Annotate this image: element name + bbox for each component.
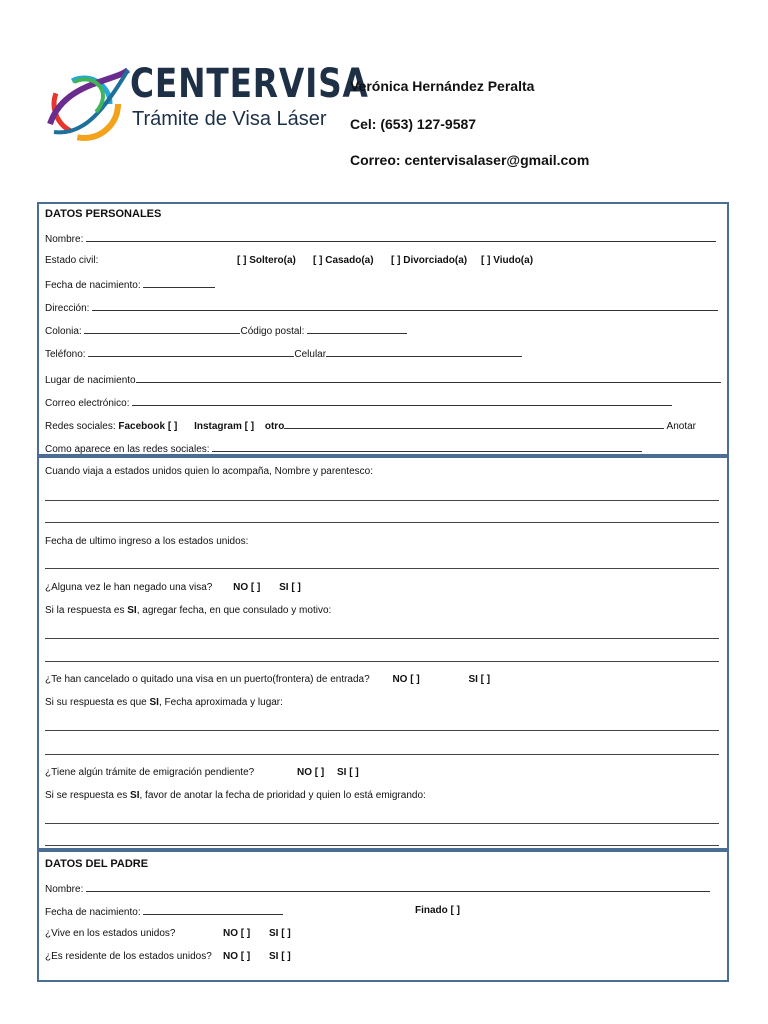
father-data-section bbox=[37, 850, 729, 982]
emigration-followup bbox=[45, 790, 721, 801]
viudo-checkbox[interactable]: [ ] Viudo(a) bbox=[481, 255, 534, 266]
companion-line-1[interactable] bbox=[45, 500, 719, 501]
father-lives-us-no-checkbox[interactable]: NO [ ] bbox=[223, 928, 251, 939]
divorciado-checkbox[interactable]: [ ] Divorciado(a) bbox=[391, 255, 468, 266]
visa-denied-question: ¿Alguna vez le han negado una visa? bbox=[45, 582, 213, 593]
address-row bbox=[45, 301, 721, 314]
name-row bbox=[45, 232, 721, 245]
emigration-line-1[interactable] bbox=[45, 823, 719, 824]
followup-text: , agregar fecha, en que consulado y motivo: bbox=[136, 605, 332, 616]
followup-text: Si su respuesta es que bbox=[45, 697, 150, 708]
emigration-row bbox=[45, 767, 721, 778]
email-label: Correo electrónico: bbox=[45, 398, 130, 409]
birthplace-row bbox=[45, 373, 721, 386]
visa-denied-followup bbox=[45, 605, 721, 616]
cell-field[interactable] bbox=[326, 347, 522, 357]
personal-data-section bbox=[37, 202, 729, 456]
casado-checkbox[interactable]: [ ] Casado(a) bbox=[313, 255, 374, 266]
father-resident-no-checkbox[interactable]: NO [ ] bbox=[223, 951, 251, 962]
visa-cancelled-row bbox=[45, 674, 721, 685]
father-resident-question: ¿Es residente de los estados unidos? bbox=[45, 951, 212, 962]
social-handle-field[interactable] bbox=[212, 442, 642, 452]
father-birthdate-row bbox=[45, 905, 721, 918]
father-name-row bbox=[45, 882, 721, 895]
emigration-line-2[interactable] bbox=[45, 845, 719, 846]
logo-subtitle: Trámite de Visa Láser bbox=[132, 108, 327, 130]
companion-question: Cuando viaja a estados unidos quien lo acompaña, Nombre y parentesco: bbox=[45, 466, 373, 477]
emigration-question: ¿Tiene algún trámite de emigración pendiente? bbox=[45, 767, 255, 778]
address-label: Dirección: bbox=[45, 303, 90, 314]
followup-text: Si la respuesta es bbox=[45, 605, 128, 616]
father-birthdate-field[interactable] bbox=[143, 905, 283, 915]
father-name-field[interactable] bbox=[86, 882, 710, 892]
section-title: DATOS PERSONALES bbox=[45, 208, 162, 220]
anotar-label: Anotar bbox=[666, 421, 697, 432]
father-lives-us-row bbox=[45, 928, 721, 939]
father-resident-row bbox=[45, 951, 721, 962]
social-handle-row bbox=[45, 442, 721, 455]
father-lives-us-question: ¿Vive en los estados unidos? bbox=[45, 928, 176, 939]
colonia-row bbox=[45, 324, 721, 337]
father-name-label: Nombre: bbox=[45, 884, 84, 895]
section-title: DATOS DEL PADRE bbox=[45, 858, 149, 870]
visa-cancelled-question: ¿Te han cancelado o quitado una visa en un puerto(frontera) de entrada? bbox=[45, 674, 370, 685]
other-label: otro bbox=[264, 421, 285, 432]
soltero-checkbox[interactable]: [ ] Soltero(a) bbox=[237, 255, 296, 266]
social-row bbox=[45, 419, 721, 432]
other-field[interactable] bbox=[284, 419, 664, 429]
phone-label: Teléfono: bbox=[45, 349, 86, 360]
visa-cancelled-si-checkbox[interactable]: SI [ ] bbox=[468, 674, 491, 685]
postal-code-field[interactable] bbox=[307, 324, 407, 334]
facebook-checkbox[interactable]: Facebook [ ] bbox=[118, 421, 178, 432]
social-label: Redes sociales: bbox=[45, 421, 116, 432]
birthdate-row bbox=[45, 278, 721, 291]
contact-email: Correo: centervisalaser@gmail.com bbox=[350, 152, 590, 168]
contact-name: Verónica Hernández Peralta bbox=[350, 78, 535, 94]
visa-cancelled-no-checkbox[interactable]: NO [ ] bbox=[392, 674, 420, 685]
social-handle-label: Como aparece en las redes sociales: bbox=[45, 444, 210, 455]
civil-status-row bbox=[45, 255, 721, 266]
email-field[interactable] bbox=[132, 396, 672, 406]
cell-label: Celular bbox=[294, 349, 327, 360]
last-entry-line[interactable] bbox=[45, 568, 719, 569]
email-row bbox=[45, 396, 721, 409]
name-field[interactable] bbox=[86, 232, 716, 242]
civil-status-label: Estado civil: bbox=[45, 255, 99, 266]
address-field[interactable] bbox=[92, 301, 718, 311]
visa-denied-si-checkbox[interactable]: SI [ ] bbox=[279, 582, 301, 593]
birthplace-label: Lugar de nacimiento bbox=[45, 375, 136, 386]
contact-phone: Cel: (653) 127-9587 bbox=[350, 116, 477, 132]
emigration-no-checkbox[interactable]: NO [ ] bbox=[296, 767, 325, 778]
colonia-field[interactable] bbox=[84, 324, 240, 334]
birthdate-field[interactable] bbox=[143, 278, 215, 288]
followup-text: Si se respuesta es bbox=[45, 790, 131, 801]
emigration-si-checkbox[interactable]: SI [ ] bbox=[336, 767, 359, 778]
logo-swirl-icon bbox=[44, 62, 130, 148]
visa-denied-line-1[interactable] bbox=[45, 638, 719, 639]
birthdate-label: Fecha de nacimiento: bbox=[45, 280, 141, 291]
postal-code-label: Código postal: bbox=[240, 326, 305, 337]
visa-cancelled-line-2[interactable] bbox=[45, 754, 719, 755]
phone-field[interactable] bbox=[88, 347, 294, 357]
si-emphasis: SI bbox=[130, 790, 140, 801]
companion-line-2[interactable] bbox=[45, 522, 719, 523]
visa-denied-line-2[interactable] bbox=[45, 661, 719, 662]
visa-cancelled-line-1[interactable] bbox=[45, 730, 719, 731]
finado-checkbox[interactable]: Finado [ ] bbox=[415, 905, 460, 916]
visa-denied-no-checkbox[interactable]: NO [ ] bbox=[233, 582, 261, 593]
last-entry-question: Fecha de ultimo ingreso a los estados unidos: bbox=[45, 536, 249, 547]
si-emphasis: SI bbox=[127, 605, 137, 616]
followup-text: , favor de anotar la fecha de prioridad y quien lo está emigrando: bbox=[139, 790, 426, 801]
father-birthdate-label: Fecha de nacimiento: bbox=[45, 907, 141, 918]
centervisa-logo bbox=[44, 58, 369, 148]
birthplace-field[interactable] bbox=[136, 373, 721, 383]
father-lives-us-si-checkbox[interactable]: SI [ ] bbox=[269, 928, 291, 939]
followup-text: , Fecha aproximada y lugar: bbox=[158, 697, 283, 708]
logo-title: CENTERVISA bbox=[130, 61, 369, 107]
visa-denied-row bbox=[45, 582, 721, 593]
name-label: Nombre: bbox=[45, 234, 84, 245]
si-emphasis: SI bbox=[149, 697, 159, 708]
father-resident-si-checkbox[interactable]: SI [ ] bbox=[269, 951, 291, 962]
visa-cancelled-followup bbox=[45, 697, 721, 708]
colonia-label: Colonia: bbox=[45, 326, 82, 337]
travel-history-section bbox=[37, 456, 729, 850]
instagram-checkbox[interactable]: Instagram [ ] bbox=[194, 421, 255, 432]
phone-row bbox=[45, 347, 721, 360]
letterhead bbox=[0, 0, 768, 200]
